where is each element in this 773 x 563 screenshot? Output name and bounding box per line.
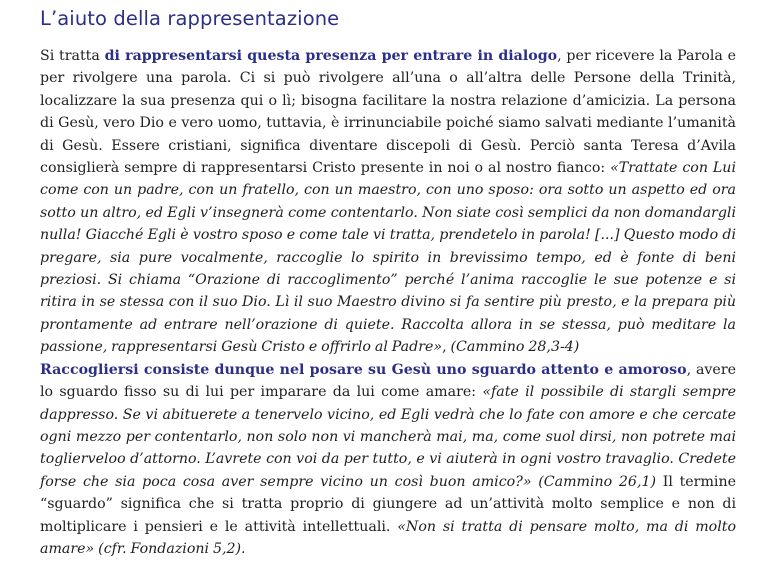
quotation: «Trattate con Lui come con un padre, con un fratello, con un maestro, con uno sposo: ora sotto un aspetto ed ora sotto un altro, ed Egli v’insegnerà come contentarlo. Non siate così semplici da non domandargli nulla! Giacché Egli è vostro sposo e come tale vi tratta, prendetelo in parola! [...] Questo modo di pregare, sia pure vocalmente, raccoglie lo spirito in brevissimo tempo, ed è fonte di beni preziosi. Si chiama “Orazione di raccoglimento” perché l’anima raccoglie le sue potenze e si ritira in se stessa con il suo Dio. Lì il suo Maestro divino si fa sentire più presto, e la prepara più prontamente ad entrare nell’orazione di quiete. Raccolta allora in se stessa, può meditare la passione, rappresentarsi Gesù Cristo e offrirlo al Padre» xyxy=(40,160,736,356)
text-run: , per ricevere la Parola e per rivolgere una parola. Ci si può rivolgere all’una o all’altra delle Persone della Trinità, localizzare la sua presenza qui o lì; bisogna facilitare la nostra relazione d’amicizia. La persona di Gesù, vero Dio e vero uomo, tuttavia, è irrinunciabile poiché siamo salvati mediante l’umanità di Gesù. Essere cristiani, significa diventare discepoli di Gesù. Perciò santa Teresa d’Avila consiglierà sempre di rappresentarsi Cristo presente in noi o al nostro fianco: xyxy=(40,48,736,177)
text-run: Il termine “sguardo” significa che si tratta proprio di giungere ad un’attività molto semplice e non di moltiplicare i pensieri e le attività intellettuali. xyxy=(40,473,736,535)
section-title: L’aiuto della rappresentazione xyxy=(40,7,340,30)
body-text xyxy=(40,45,736,560)
text-run: , avere lo sguardo fisso su di lui per imparare da lui come amare: xyxy=(40,361,737,401)
highlight-phrase: Raccogliersi consiste dunque nel posare su Gesù uno sguardo attento e amoroso xyxy=(40,361,687,378)
quotation: «Non si tratta di pensare molto, ma di molto amare» xyxy=(40,518,736,557)
text-run: Si tratta xyxy=(40,48,105,64)
quotation: «fate il possibile di stargli sempre dappresso. Se vi abituerete a tenervelo vicino, ed Egli vedrà che lo fate con amore e che cercate ogni mezzo per contentarlo, non solo non vi mancherà mai, ma, come suol dirsi, non potrete mai toglierveloo d’attorno. L’avrete con voi da per tutto, e vi aiuterà in ogni vostro travaglio. Credete forse che sia poca cosa aver sempre vicino un così buon amico?» xyxy=(40,384,736,490)
citation: (cfr. Fondazioni 5,2). xyxy=(98,540,246,557)
highlight-phrase: di rappresentarsi questa presenza per entrare in dialogo xyxy=(104,48,558,64)
text-run: , xyxy=(442,339,451,356)
citation: (Cammino 26,1) xyxy=(538,473,657,490)
paragraph-1 xyxy=(40,48,736,355)
citation: (Cammino 28,3-4) xyxy=(450,339,580,356)
paragraph-2 xyxy=(40,359,736,561)
